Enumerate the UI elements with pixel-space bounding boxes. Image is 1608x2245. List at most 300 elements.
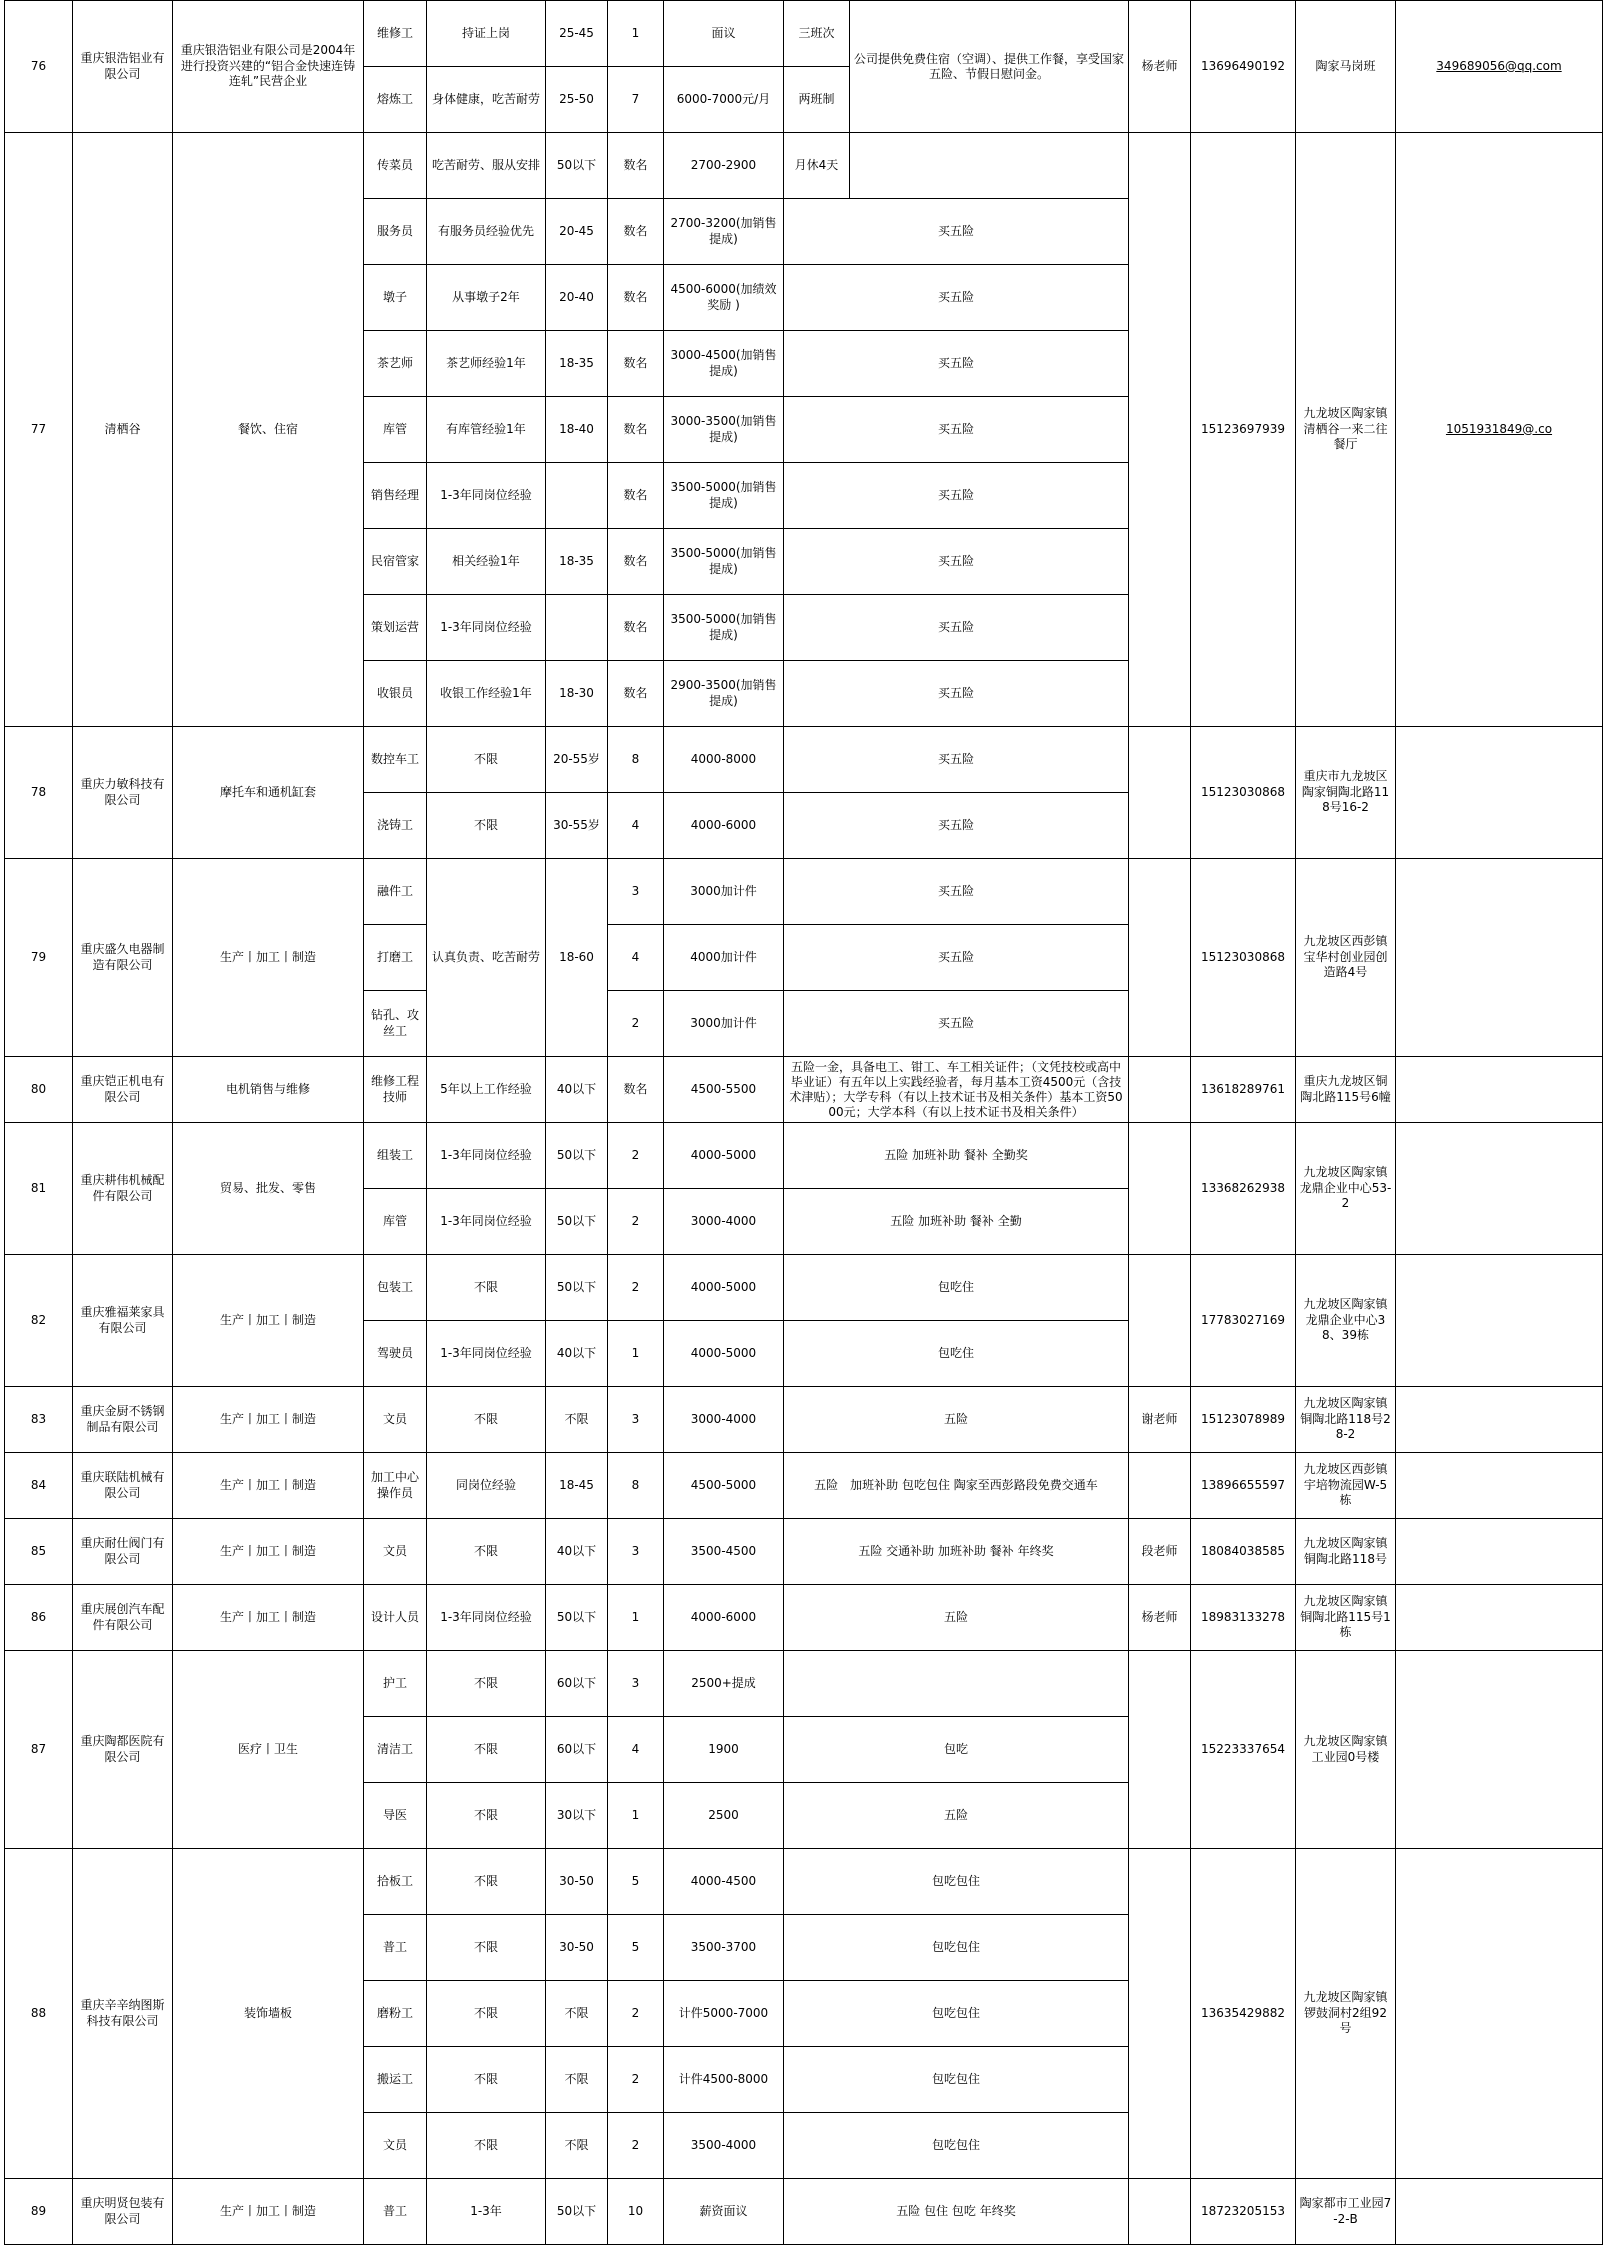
job-requirement: 收银工作经验1年: [427, 661, 546, 727]
table-row: [5, 133, 1603, 199]
job-count: 3: [608, 859, 664, 925]
job-title: 民宿管家: [364, 529, 427, 595]
job-benefit: 买五险: [784, 529, 1129, 595]
job-salary: 4000-5000: [664, 1123, 784, 1189]
company-address: 九龙坡区陶家镇龙鼎企业中心38、39栋: [1296, 1255, 1396, 1387]
contact-person: [1129, 859, 1191, 1057]
email-link: [1396, 1651, 1603, 1849]
contact-phone: 15123078989: [1191, 1387, 1296, 1453]
job-requirement: 认真负责、吃苦耐劳: [427, 859, 546, 1057]
job-age: 60以下: [546, 1717, 608, 1783]
email-link: [1396, 1123, 1603, 1255]
job-age: 18-60: [546, 859, 608, 1057]
job-benefit: 五险 加班补助 包吃包住 陶家至西彭路段免费交通车: [784, 1453, 1129, 1519]
company-industry: 生产丨加工丨制造: [173, 1585, 364, 1651]
job-title: 浇铸工: [364, 793, 427, 859]
email-link: [1396, 1387, 1603, 1453]
job-age: 20-45: [546, 199, 608, 265]
company-address: 陶家都市工业园7-2-B: [1296, 2179, 1396, 2245]
contact-phone: 15123030868: [1191, 727, 1296, 859]
job-age: 30以下: [546, 1783, 608, 1849]
job-benefit: 五险: [784, 1783, 1129, 1849]
job-salary: 3000加计件: [664, 991, 784, 1057]
company-industry: 生产丨加工丨制造: [173, 1255, 364, 1387]
email-link: [1396, 1057, 1603, 1123]
job-title: 普工: [364, 1915, 427, 1981]
contact-phone: 17783027169: [1191, 1255, 1296, 1387]
job-count: 数名: [608, 331, 664, 397]
job-salary: 4000-5000: [664, 1255, 784, 1321]
job-benefit: 买五险: [784, 199, 1129, 265]
job-requirement: 不限: [427, 1915, 546, 1981]
table-row: [5, 1651, 1603, 1717]
company-industry: 贸易、批发、零售: [173, 1123, 364, 1255]
job-benefit: 买五险: [784, 595, 1129, 661]
company-name: 重庆力敏科技有限公司: [73, 727, 173, 859]
job-count: 2: [608, 2113, 664, 2179]
contact-phone: 13896655597: [1191, 1453, 1296, 1519]
job-age: 18-40: [546, 397, 608, 463]
company-name: 重庆联陆机械有限公司: [73, 1453, 173, 1519]
company-address: 九龙坡区陶家镇铜陶北路118号28-2: [1296, 1387, 1396, 1453]
job-title: 文员: [364, 2113, 427, 2179]
contact-phone: 13635429882: [1191, 1849, 1296, 2179]
company-name: 重庆耐仕阀门有限公司: [73, 1519, 173, 1585]
job-title: 数控车工: [364, 727, 427, 793]
job-age: 不限: [546, 1387, 608, 1453]
email-link: [1396, 727, 1603, 859]
job-requirement: 1-3年同岗位经验: [427, 1585, 546, 1651]
job-salary: 4000-6000: [664, 793, 784, 859]
job-count: 数名: [608, 397, 664, 463]
job-requirement: 5年以上工作经验: [427, 1057, 546, 1123]
job-requirement: 吃苦耐劳、服从安排: [427, 133, 546, 199]
job-benefit-text: 五险一金，具备电工、钳工、车工相关证件；（文凭技校或高中毕业证）有五年以上实践经验者，每月基本工资4500元（含技术津贴）；大学专科（有以上技术证书及相关条件）基本工资5000元；大学本科（有以上技术证书及相关条件）: [789, 1059, 1123, 1119]
job-age: 40以下: [546, 1321, 608, 1387]
job-count: 2: [608, 1981, 664, 2047]
job-age: 50以下: [546, 1123, 608, 1189]
job-requirement: 1-3年同岗位经验: [427, 595, 546, 661]
job-benefit: [784, 1057, 1129, 1123]
job-requirement: 不限: [427, 1255, 546, 1321]
job-salary: 6000-7000元/月: [664, 67, 784, 133]
table-row: [5, 1387, 1603, 1453]
row-number: 77: [5, 133, 73, 727]
job-count: 数名: [608, 265, 664, 331]
job-benefit: [850, 133, 1129, 199]
company-industry: 生产丨加工丨制造: [173, 859, 364, 1057]
job-title: 普工: [364, 2179, 427, 2245]
job-requirement: 不限: [427, 2113, 546, 2179]
contact-person: 杨老师: [1129, 1, 1191, 133]
job-age: 不限: [546, 2047, 608, 2113]
job-salary: 3000-4000: [664, 1189, 784, 1255]
job-requirement: 不限: [427, 1849, 546, 1915]
job-title: 维修工程技师: [364, 1057, 427, 1123]
job-title: 销售经理: [364, 463, 427, 529]
company-address: 重庆市九龙坡区陶家铜陶北路118号16-2: [1296, 727, 1396, 859]
job-salary: 4000-6000: [664, 1585, 784, 1651]
job-salary: 3500-5000(加销售提成): [664, 463, 784, 529]
job-requirement: 不限: [427, 1651, 546, 1717]
contact-person: 谢老师: [1129, 1387, 1191, 1453]
row-number: 83: [5, 1387, 73, 1453]
job-title: 收银员: [364, 661, 427, 727]
table-row: [5, 2179, 1603, 2245]
job-age: 50以下: [546, 1255, 608, 1321]
job-count: 数名: [608, 1057, 664, 1123]
job-benefit: 包吃包住: [784, 2047, 1129, 2113]
email-link: [1396, 1585, 1603, 1651]
job-benefit: 包吃包住: [784, 1849, 1129, 1915]
job-benefit: 包吃: [784, 1717, 1129, 1783]
company-industry: 电机销售与维修: [173, 1057, 364, 1123]
company-address: 九龙坡区陶家镇铜陶北路115号1栋: [1296, 1585, 1396, 1651]
job-benefit: 五险 加班补助 餐补 全勤奖: [784, 1123, 1129, 1189]
job-requirement: 不限: [427, 727, 546, 793]
job-title: 设计人员: [364, 1585, 427, 1651]
email-link[interactable]: 349689056@qq.com: [1396, 1, 1603, 133]
contact-person: [1129, 2179, 1191, 2245]
job-salary: 3500-5000(加销售提成): [664, 529, 784, 595]
job-salary: 3500-5000(加销售提成): [664, 595, 784, 661]
job-requirement: 有服务员经验优先: [427, 199, 546, 265]
company-name: 重庆陶都医院有限公司: [73, 1651, 173, 1849]
job-requirement: 1-3年同岗位经验: [427, 1321, 546, 1387]
job-count: 5: [608, 1915, 664, 1981]
company-industry: 生产丨加工丨制造: [173, 1453, 364, 1519]
contact-person: [1129, 1057, 1191, 1123]
company-name: 重庆盛久电器制造有限公司: [73, 859, 173, 1057]
job-benefit: 买五险: [784, 793, 1129, 859]
job-count: 2: [608, 1255, 664, 1321]
company-benefits: 公司提供免费住宿（空调）、提供工作餐，享受国家五险、节假日慰问金。: [850, 1, 1129, 133]
contact-phone: 13368262938: [1191, 1123, 1296, 1255]
company-name: 重庆银浩铝业有限公司: [73, 1, 173, 133]
job-salary: 2500: [664, 1783, 784, 1849]
job-benefit: 五险: [784, 1387, 1129, 1453]
job-requirement: 同岗位经验: [427, 1453, 546, 1519]
row-number: 79: [5, 859, 73, 1057]
job-benefit: 五险 包住 包吃 年终奖: [784, 2179, 1129, 2245]
job-benefit: 买五险: [784, 727, 1129, 793]
contact-person: [1129, 133, 1191, 727]
job-benefit: 买五险: [784, 661, 1129, 727]
company-address: 九龙坡区西彭镇宇培物流园W-5栋: [1296, 1453, 1396, 1519]
row-number: 89: [5, 2179, 73, 2245]
job-count: 8: [608, 1453, 664, 1519]
job-title: 导医: [364, 1783, 427, 1849]
job-benefit: 包吃住: [784, 1255, 1129, 1321]
job-age: 25-45: [546, 1, 608, 67]
job-listing-table: [4, 0, 1603, 2245]
contact-phone: 15123697939: [1191, 133, 1296, 727]
row-number: 87: [5, 1651, 73, 1849]
company-name: 重庆雅福莱家具有限公司: [73, 1255, 173, 1387]
row-number: 81: [5, 1123, 73, 1255]
email-link[interactable]: 1051931849@.co: [1396, 133, 1603, 727]
job-benefit: 买五险: [784, 859, 1129, 925]
job-age: 50以下: [546, 1189, 608, 1255]
job-title: 服务员: [364, 199, 427, 265]
contact-person: [1129, 727, 1191, 859]
row-number: 82: [5, 1255, 73, 1387]
job-salary: 4500-5000: [664, 1453, 784, 1519]
job-title: 茶艺师: [364, 331, 427, 397]
job-title: 维修工: [364, 1, 427, 67]
job-count: 数名: [608, 463, 664, 529]
job-count: 2: [608, 2047, 664, 2113]
job-title: 墩子: [364, 265, 427, 331]
job-age: 30-55岁: [546, 793, 608, 859]
job-title: 清洁工: [364, 1717, 427, 1783]
job-count: 1: [608, 1585, 664, 1651]
job-benefit: 五险 交通补助 加班补助 餐补 年终奖: [784, 1519, 1129, 1585]
job-requirement: 不限: [427, 2047, 546, 2113]
job-count: 数名: [608, 595, 664, 661]
email-link: [1396, 2179, 1603, 2245]
job-benefit: 五险: [784, 1585, 1129, 1651]
company-address: 陶家马岗班: [1296, 1, 1396, 133]
job-title: 护工: [364, 1651, 427, 1717]
email-link: [1396, 1255, 1603, 1387]
job-salary: 2700-2900: [664, 133, 784, 199]
job-count: 10: [608, 2179, 664, 2245]
job-benefit: 买五险: [784, 397, 1129, 463]
job-title: 加工中心操作员: [364, 1453, 427, 1519]
job-age: 不限: [546, 1981, 608, 2047]
job-age: 50以下: [546, 1585, 608, 1651]
company-name: 重庆辛辛纳图斯科技有限公司: [73, 1849, 173, 2179]
company-address: 九龙坡区陶家镇工业园0号楼: [1296, 1651, 1396, 1849]
job-age: 18-35: [546, 529, 608, 595]
job-age: 50以下: [546, 133, 608, 199]
job-title: 包装工: [364, 1255, 427, 1321]
job-count: 4: [608, 1717, 664, 1783]
job-count: 5: [608, 1849, 664, 1915]
row-number: 78: [5, 727, 73, 859]
job-title: 拾板工: [364, 1849, 427, 1915]
job-salary: 3500-4500: [664, 1519, 784, 1585]
job-benefit: 包吃包住: [784, 2113, 1129, 2179]
job-salary: 3500-3700: [664, 1915, 784, 1981]
job-requirement: 不限: [427, 793, 546, 859]
contact-phone: 15223337654: [1191, 1651, 1296, 1849]
job-salary: 4500-6000(加绩效奖励 ): [664, 265, 784, 331]
job-benefit: 包吃住: [784, 1321, 1129, 1387]
contact-phone: 18723205153: [1191, 2179, 1296, 2245]
contact-person: 段老师: [1129, 1519, 1191, 1585]
email-link: [1396, 1519, 1603, 1585]
row-number: 80: [5, 1057, 73, 1123]
job-title: 文员: [364, 1387, 427, 1453]
job-age: 18-30: [546, 661, 608, 727]
job-title: 钻孔、攻丝工: [364, 991, 427, 1057]
table-row: [5, 1519, 1603, 1585]
company-industry: 医疗丨卫生: [173, 1651, 364, 1849]
job-benefit: 买五险: [784, 331, 1129, 397]
job-shift: 两班制: [784, 67, 850, 133]
contact-phone: 13618289761: [1191, 1057, 1296, 1123]
company-name: 重庆金厨不锈钢制品有限公司: [73, 1387, 173, 1453]
job-title: 文员: [364, 1519, 427, 1585]
job-count: 1: [608, 1321, 664, 1387]
contact-person: [1129, 1453, 1191, 1519]
job-title: 库管: [364, 397, 427, 463]
job-count: 1: [608, 1783, 664, 1849]
contact-person: 杨老师: [1129, 1585, 1191, 1651]
job-count: 2: [608, 991, 664, 1057]
job-title: 传菜员: [364, 133, 427, 199]
job-requirement: 1-3年同岗位经验: [427, 1123, 546, 1189]
job-count: 4: [608, 925, 664, 991]
job-salary: 4000-5000: [664, 1321, 784, 1387]
table-row: [5, 1123, 1603, 1189]
row-number: 85: [5, 1519, 73, 1585]
job-count: 数名: [608, 529, 664, 595]
job-age: 50以下: [546, 2179, 608, 2245]
job-benefit: 买五险: [784, 925, 1129, 991]
job-salary: 计件4500-8000: [664, 2047, 784, 2113]
job-age: 不限: [546, 2113, 608, 2179]
job-salary: 2900-3500(加销售提成): [664, 661, 784, 727]
company-industry: 生产丨加工丨制造: [173, 1519, 364, 1585]
row-number: 88: [5, 1849, 73, 2179]
contact-person: [1129, 1651, 1191, 1849]
company-industry: 重庆银浩铝业有限公司是2004年进行投资兴建的“铝合金快速连铸连轧”民营企业: [173, 1, 364, 133]
job-count: 3: [608, 1651, 664, 1717]
table-row: [5, 859, 1603, 925]
email-link: [1396, 859, 1603, 1057]
company-address: 重庆九龙坡区铜陶北路115号6幢: [1296, 1057, 1396, 1123]
table-row: [5, 1849, 1603, 1915]
job-title: 融件工: [364, 859, 427, 925]
job-title: 库管: [364, 1189, 427, 1255]
job-count: 1: [608, 1, 664, 67]
company-name: 重庆展创汽车配件有限公司: [73, 1585, 173, 1651]
job-benefit: 买五险: [784, 463, 1129, 529]
job-count: 数名: [608, 133, 664, 199]
contact-person: [1129, 1849, 1191, 2179]
row-number: 76: [5, 1, 73, 133]
job-salary: 面议: [664, 1, 784, 67]
job-count: 3: [608, 1387, 664, 1453]
job-requirement: 有库管经验1年: [427, 397, 546, 463]
job-requirement: 不限: [427, 1519, 546, 1585]
job-age: 40以下: [546, 1519, 608, 1585]
job-count: 数名: [608, 199, 664, 265]
email-link: [1396, 1849, 1603, 2179]
job-age: 60以下: [546, 1651, 608, 1717]
contact-phone: 18983133278: [1191, 1585, 1296, 1651]
email-link: [1396, 1453, 1603, 1519]
company-name: 清栖谷: [73, 133, 173, 727]
job-requirement: 1-3年同岗位经验: [427, 1189, 546, 1255]
job-salary: 计件5000-7000: [664, 1981, 784, 2047]
company-industry: 装饰墙板: [173, 1849, 364, 2179]
company-industry: 餐饮、住宿: [173, 133, 364, 727]
table-row: [5, 1585, 1603, 1651]
job-title: 熔炼工: [364, 67, 427, 133]
job-age: 25-50: [546, 67, 608, 133]
job-age: 30-50: [546, 1849, 608, 1915]
company-address: 九龙坡区陶家镇龙鼎企业中心53-2: [1296, 1123, 1396, 1255]
job-age: 30-50: [546, 1915, 608, 1981]
job-count: 数名: [608, 661, 664, 727]
row-number: 86: [5, 1585, 73, 1651]
job-salary: 2500+提成: [664, 1651, 784, 1717]
contact-phone: 18084038585: [1191, 1519, 1296, 1585]
job-requirement: 身体健康，吃苦耐劳: [427, 67, 546, 133]
table-row: [5, 1057, 1603, 1123]
contact-phone: 15123030868: [1191, 859, 1296, 1057]
table-row: [5, 1, 1603, 67]
job-age: 18-45: [546, 1453, 608, 1519]
job-title: 驾驶员: [364, 1321, 427, 1387]
job-count: 2: [608, 1189, 664, 1255]
job-salary: 3000-4000: [664, 1387, 784, 1453]
job-benefit: 包吃包住: [784, 1915, 1129, 1981]
company-address: 九龙坡区陶家镇铜陶北路118号: [1296, 1519, 1396, 1585]
job-salary: 4000加计件: [664, 925, 784, 991]
job-benefit: 买五险: [784, 265, 1129, 331]
table-row: [5, 1453, 1603, 1519]
job-count: 2: [608, 1123, 664, 1189]
table-row: [5, 727, 1603, 793]
company-name: 重庆铠正机电有限公司: [73, 1057, 173, 1123]
contact-person: [1129, 1123, 1191, 1255]
job-requirement: 1-3年: [427, 2179, 546, 2245]
job-salary: 4000-4500: [664, 1849, 784, 1915]
job-benefit: 买五险: [784, 991, 1129, 1057]
job-salary: 4500-5500: [664, 1057, 784, 1123]
job-salary: 1900: [664, 1717, 784, 1783]
job-count: 7: [608, 67, 664, 133]
contact-person: [1129, 1255, 1191, 1387]
company-address: 九龙坡区西彭镇宝华村创业园创造路4号: [1296, 859, 1396, 1057]
job-title: 打磨工: [364, 925, 427, 991]
job-requirement: 从事墩子2年: [427, 265, 546, 331]
job-age: [546, 595, 608, 661]
job-age: 20-55岁: [546, 727, 608, 793]
job-salary: 3000-3500(加销售提成): [664, 397, 784, 463]
job-requirement: 不限: [427, 1981, 546, 2047]
company-address: 九龙坡区陶家镇锣鼓洞村2组92号: [1296, 1849, 1396, 2179]
job-benefit: 包吃包住: [784, 1981, 1129, 2047]
job-requirement: 1-3年同岗位经验: [427, 463, 546, 529]
job-requirement: 相关经验1年: [427, 529, 546, 595]
job-salary: 2700-3200(加销售提成): [664, 199, 784, 265]
company-name: 重庆耕伟机械配件有限公司: [73, 1123, 173, 1255]
job-salary: 3000加计件: [664, 859, 784, 925]
job-requirement: 不限: [427, 1717, 546, 1783]
job-salary: 薪资面议: [664, 2179, 784, 2245]
job-requirement: 不限: [427, 1783, 546, 1849]
job-title: 策划运营: [364, 595, 427, 661]
job-count: 4: [608, 793, 664, 859]
job-title: 组装工: [364, 1123, 427, 1189]
job-age: 18-35: [546, 331, 608, 397]
company-name: 重庆明贤包装有限公司: [73, 2179, 173, 2245]
table-row: [5, 1255, 1603, 1321]
row-number: 84: [5, 1453, 73, 1519]
job-benefit: 五险 加班补助 餐补 全勤: [784, 1189, 1129, 1255]
job-title: 搬运工: [364, 2047, 427, 2113]
job-shift: 月休4天: [784, 133, 850, 199]
job-salary: 3000-4500(加销售提成): [664, 331, 784, 397]
job-age: 20-40: [546, 265, 608, 331]
job-salary: 3500-4000: [664, 2113, 784, 2179]
